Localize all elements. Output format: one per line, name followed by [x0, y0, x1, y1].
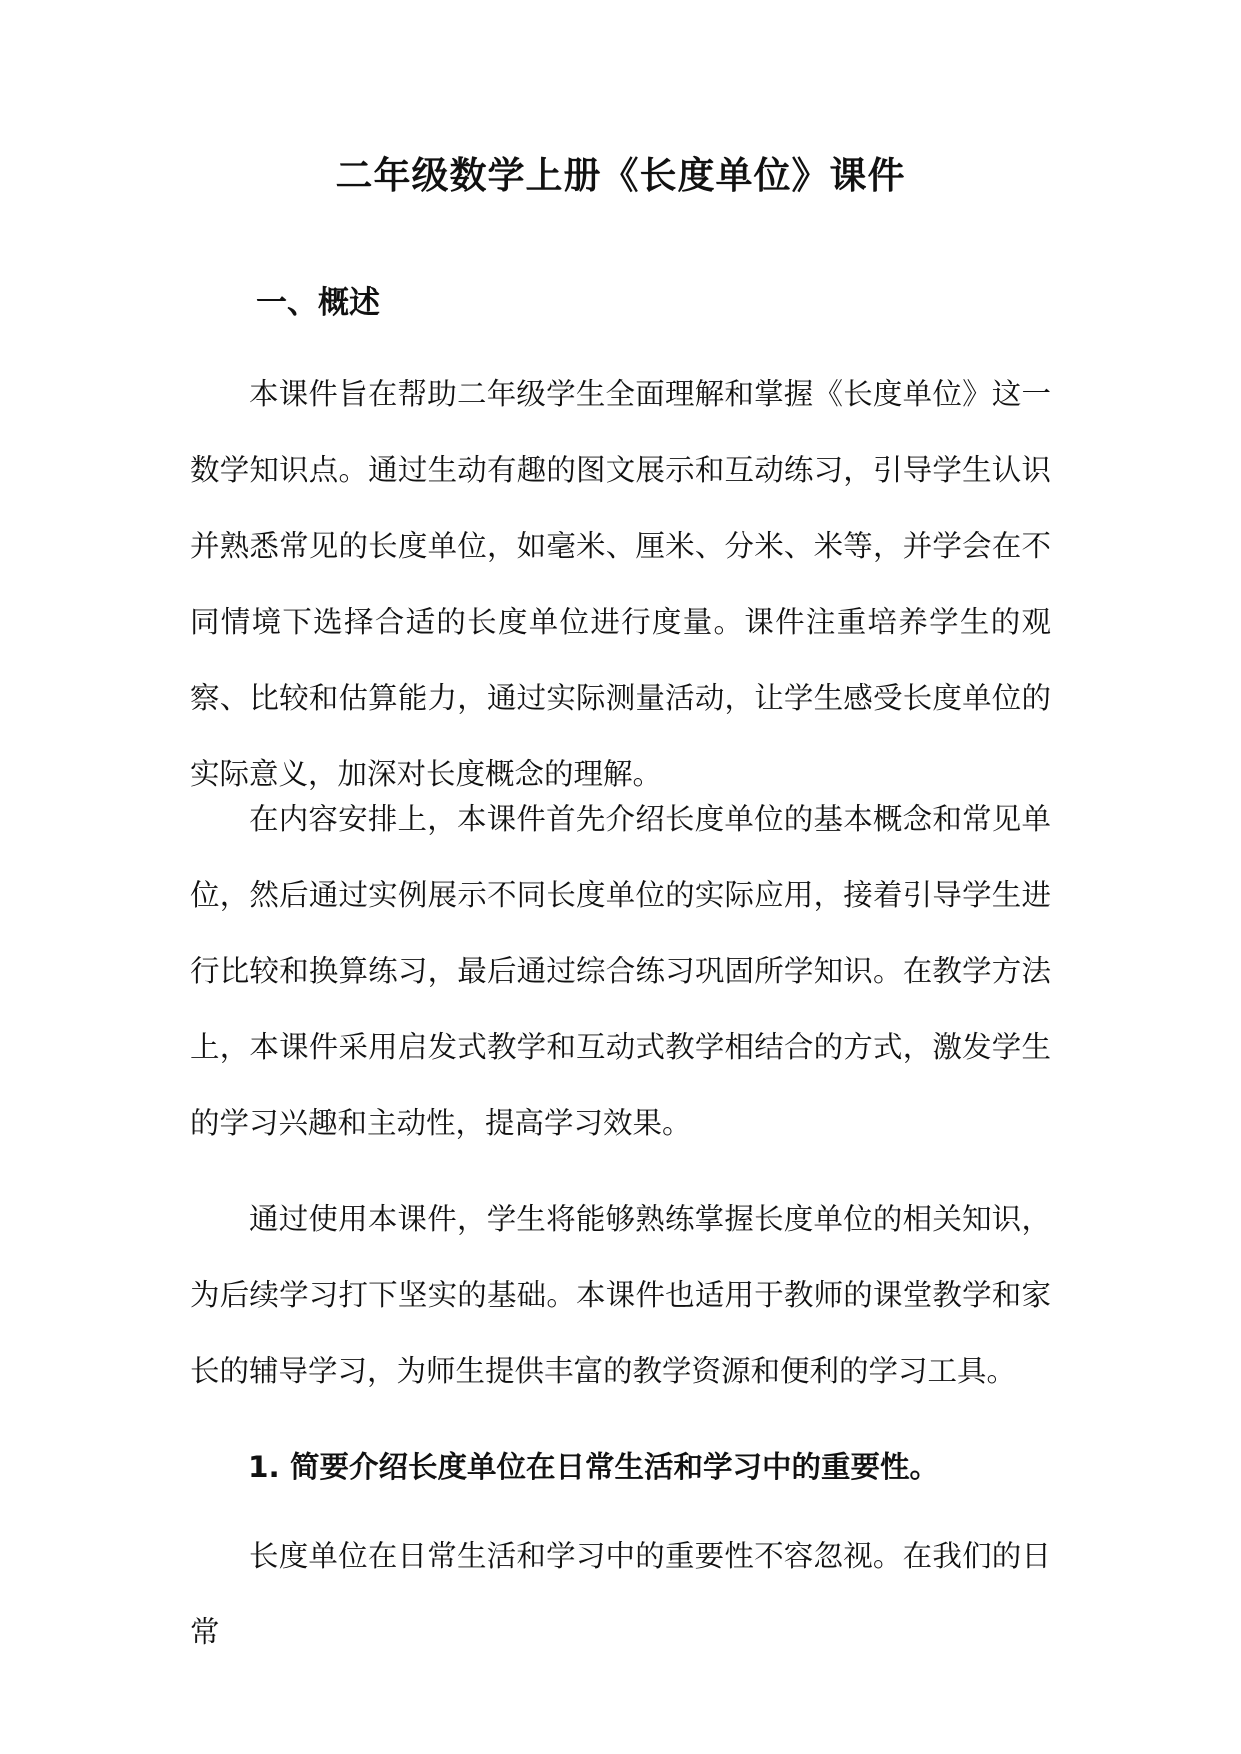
paragraph-overview-2: 在内容安排上，本课件首先介绍长度单位的基本概念和常见单位，然后通过实例展示不同长度单位的实际应用，接着引导学生进行比较和换算练习，最后通过综合练习巩固所学知识。在教学方法上，本课件采用启发式教学和互动式教学相结合的方式，激发学生的学习兴趣和主动性，提高学习效果。: [190, 802, 1051, 1140]
paragraph-overview-3: 通过使用本课件，学生将能够熟练掌握长度单位的相关知识，为后续学习打下坚实的基础。本课件也适用于教师的课堂教学和家长的辅导学习，为师生提供丰富的教学资源和便利的学习工具。: [190, 1202, 1051, 1388]
page-title: 二年级数学上册《长度单位》课件: [335, 154, 906, 197]
subheading: [248, 1445, 939, 1489]
subheading-number: 1.: [248, 1450, 280, 1484]
section-heading: 一、概述: [256, 285, 380, 321]
paragraph-overview-1: 本课件旨在帮助二年级学生全面理解和掌握《长度单位》这一数学知识点。通过生动有趣的图文展示和互动练习，引导学生认识并熟悉常见的长度单位，如毫米、厘米、分米、米等，并学会在不同情境下选择合适的长度单位进行度量。课件注重培养学生的观察、比较和估算能力，通过实际测量活动，让学生感受长度单位的实际意义，加深对长度概念的理解。: [190, 377, 1051, 791]
paragraph-importance: 长度单位在日常生活和学习中的重要性不容忽视。在我们的日常: [190, 1539, 1051, 1649]
subheading-text: 简要介绍长度单位在日常生活和学习中的重要性。: [290, 1450, 940, 1484]
